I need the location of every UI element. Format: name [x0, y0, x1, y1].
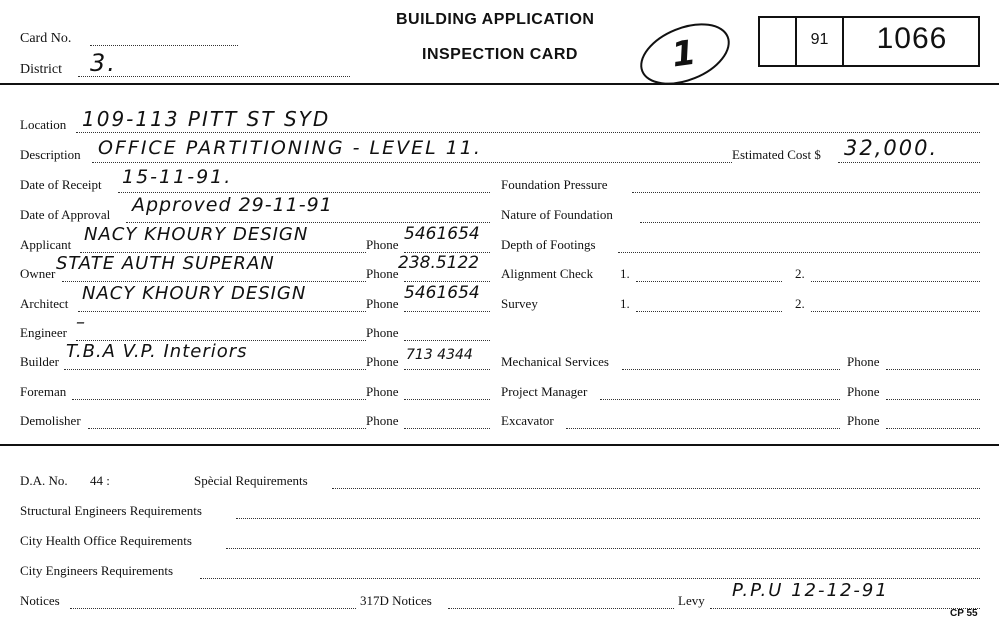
demolisher-line[interactable]: [88, 428, 366, 429]
foreman-label: Foreman: [20, 384, 67, 399]
estimated-cost-line[interactable]: [838, 162, 980, 163]
location-value[interactable]: 109-113 PITT ST SYD: [82, 107, 331, 131]
district-value[interactable]: 3.: [90, 49, 117, 77]
engineer-label: Engineer: [20, 325, 67, 340]
depth-footings-label: Depth of Footings: [501, 237, 596, 252]
date-receipt-value[interactable]: 15-11-91.: [122, 166, 233, 188]
location-label: Location: [20, 117, 67, 132]
mechanical-label: Mechanical Services: [501, 354, 609, 369]
card-year: 91: [810, 31, 829, 48]
survey-num2: 2.: [795, 296, 805, 311]
engineer-value[interactable]: –: [76, 312, 87, 333]
nature-foundation-label: Nature of Foundation: [501, 207, 613, 222]
foreman-line[interactable]: [72, 399, 366, 400]
applicant-value[interactable]: NACY KHOURY DESIGN: [84, 224, 309, 245]
mechanical-line[interactable]: [622, 369, 840, 370]
excavator-phone-line[interactable]: [886, 428, 980, 429]
architect-value[interactable]: NACY KHOURY DESIGN: [82, 283, 307, 304]
foundation-pressure-line[interactable]: [632, 192, 980, 193]
form-code: CP 55: [950, 608, 978, 619]
district-label: District: [20, 62, 62, 77]
excavator-phone-label: Phone: [847, 413, 880, 428]
applicant-label: Applicant: [20, 237, 72, 252]
engineer-phone-line[interactable]: [404, 340, 490, 341]
architect-phone-line[interactable]: [404, 311, 490, 312]
foreman-phone-label: Phone: [366, 384, 399, 399]
owner-line[interactable]: [62, 281, 366, 282]
mechanical-phone-label: Phone: [847, 354, 880, 369]
applicant-phone-value[interactable]: 5461654: [404, 224, 480, 244]
owner-label: Owner: [20, 266, 56, 281]
survey-line2[interactable]: [811, 311, 980, 312]
description-label: Description: [20, 147, 81, 162]
notices-label: Notices: [20, 593, 60, 608]
architect-line[interactable]: [78, 311, 366, 312]
date-approval-label: Date of Approval: [20, 207, 111, 222]
mechanical-phone-line[interactable]: [886, 369, 980, 370]
circled-mark-value: 1: [669, 32, 701, 76]
nature-foundation-line[interactable]: [640, 222, 980, 223]
engineer-phone-label: Phone: [366, 325, 399, 340]
estimated-cost-value[interactable]: 32,000.: [844, 136, 939, 160]
survey-label: Survey: [501, 296, 538, 311]
owner-phone-value[interactable]: 238.5122: [398, 253, 480, 273]
da-number-value[interactable]: 44 :: [90, 473, 110, 488]
da-number-label: D.A. No.: [20, 473, 68, 488]
owner-value[interactable]: STATE AUTH SUPERAN: [56, 253, 275, 274]
excavator-line[interactable]: [566, 428, 840, 429]
description-line[interactable]: [92, 162, 732, 163]
card-no-line[interactable]: [90, 45, 238, 46]
project-manager-phone-line[interactable]: [886, 399, 980, 400]
date-approval-line[interactable]: [126, 222, 490, 223]
alignment-check-num1: 1.: [620, 266, 630, 281]
city-engineers-requirements-line[interactable]: [200, 578, 980, 579]
alignment-check-num2: 2.: [795, 266, 805, 281]
depth-footings-line[interactable]: [618, 252, 980, 253]
builder-line[interactable]: [64, 369, 366, 370]
excavator-label: Excavator: [501, 413, 554, 428]
health-requirements-label: City Health Office Requirements: [20, 533, 192, 548]
project-manager-line[interactable]: [600, 399, 840, 400]
estimated-cost-label: Estimated Cost $: [732, 147, 821, 162]
project-manager-phone-label: Phone: [847, 384, 880, 399]
special-requirements-label: Spècial Requirements: [194, 473, 308, 488]
header-divider: [0, 83, 999, 85]
form-title-line2: INSPECTION CARD: [422, 46, 578, 63]
location-line[interactable]: [76, 132, 980, 133]
builder-phone-line[interactable]: [404, 369, 490, 370]
city-engineers-requirements-label: City Engineers Requirements: [20, 563, 174, 578]
architect-phone-label: Phone: [366, 296, 399, 311]
project-manager-label: Project Manager: [501, 384, 588, 399]
date-approval-value[interactable]: Approved 29-11-91: [132, 194, 333, 216]
builder-phone-label: Phone: [366, 354, 399, 369]
district-line[interactable]: [78, 76, 350, 77]
builder-label: Builder: [20, 354, 59, 369]
applicant-phone-label: Phone: [366, 237, 399, 252]
special-requirements-line[interactable]: [332, 488, 980, 489]
notices-317d-line[interactable]: [448, 608, 674, 609]
notices-line[interactable]: [70, 608, 356, 609]
alignment-check-label: Alignment Check: [501, 266, 594, 281]
owner-phone-label: Phone: [366, 266, 399, 281]
card-number: 1066: [876, 22, 948, 55]
builder-value[interactable]: T.B.A V.P. Interiors: [66, 341, 248, 362]
health-requirements-line[interactable]: [226, 548, 980, 549]
architect-phone-value[interactable]: 5461654: [404, 283, 480, 303]
notices-317d-label: 317D Notices: [360, 593, 432, 608]
foreman-phone-line[interactable]: [404, 399, 490, 400]
levy-line[interactable]: [710, 608, 980, 609]
alignment-check-line2[interactable]: [811, 281, 980, 282]
demolisher-phone-label: Phone: [366, 413, 399, 428]
section-divider: [0, 444, 999, 446]
survey-num1: 1.: [620, 296, 630, 311]
date-receipt-line[interactable]: [118, 192, 490, 193]
levy-label: Levy: [678, 593, 705, 608]
structural-requirements-label: Structural Engineers Requirements: [20, 503, 202, 518]
builder-phone-value[interactable]: 713 4344: [406, 347, 473, 363]
alignment-check-line1[interactable]: [636, 281, 782, 282]
structural-requirements-line[interactable]: [236, 518, 980, 519]
survey-line1[interactable]: [636, 311, 782, 312]
foundation-pressure-label: Foundation Pressure: [501, 177, 608, 192]
form-title-line1: BUILDING APPLICATION: [396, 11, 595, 28]
owner-phone-line[interactable]: [404, 281, 490, 282]
date-receipt-label: Date of Receipt: [20, 177, 102, 192]
architect-label: Architect: [20, 296, 69, 311]
demolisher-phone-line[interactable]: [404, 428, 490, 429]
levy-value[interactable]: P.P.U 12-12-91: [732, 580, 889, 601]
description-value[interactable]: OFFICE PARTITIONING - LEVEL 11.: [98, 137, 482, 159]
demolisher-label: Demolisher: [20, 413, 81, 428]
card-no-label: Card No.: [20, 31, 72, 46]
